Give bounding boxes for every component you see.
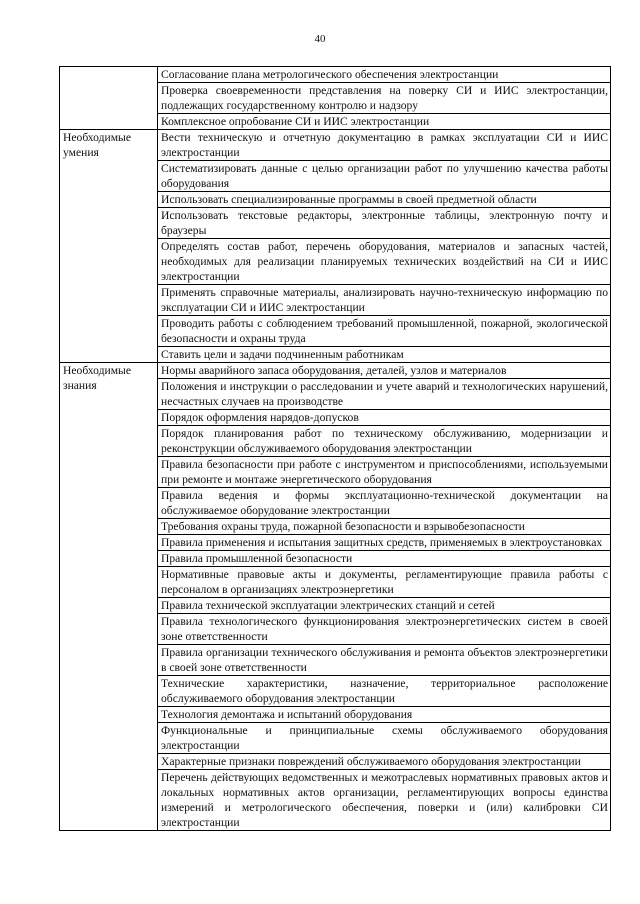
requirement-item: Использовать специализированные программы в своей предметной области bbox=[158, 192, 611, 208]
requirement-item: Правила ведения и формы эксплуатационно-технической документации на обслуживаемое оборудование электростанции bbox=[158, 488, 611, 519]
requirement-item: Правила технологического функционирования электроэнергетических систем в своей зоне ответственности bbox=[158, 614, 611, 645]
section-label: Необходимые умения bbox=[60, 130, 158, 363]
table-row bbox=[60, 130, 611, 161]
requirement-item: Проводить работы с соблюдением требований промышленной, пожарной, экологической безопасности и охраны труда bbox=[158, 316, 611, 347]
table-row bbox=[60, 67, 611, 83]
requirement-item: Требования охраны труда, пожарной безопасности и взрывобезопасности bbox=[158, 519, 611, 535]
requirement-item: Применять справочные материалы, анализировать научно-техническую информацию по эксплуатации СИ и ИИС электростанции bbox=[158, 285, 611, 316]
requirements-table bbox=[59, 66, 611, 831]
requirement-item: Использовать текстовые редакторы, электронные таблицы, электронную почту и браузеры bbox=[158, 208, 611, 239]
requirement-item: Правила технической эксплуатации электрических станций и сетей bbox=[158, 598, 611, 614]
requirement-item: Порядок планирования работ по техническому обслуживанию, модернизации и реконструкции обслуживаемого оборудования электростанции bbox=[158, 426, 611, 457]
page-number: 40 bbox=[314, 33, 326, 45]
requirement-item: Определять состав работ, перечень оборудования, материалов и запасных частей, необходимых для реализации планируемых технических воздействий на СИ и ИИС электростанции bbox=[158, 239, 611, 285]
requirement-item: Правила безопасности при работе с инструментом и приспособлениями, используемыми при ремонте и монтаже энергетического оборудования bbox=[158, 457, 611, 488]
requirement-item: Положения и инструкции о расследовании и учете аварий и технологических нарушений, несчастных случаев на производстве bbox=[158, 379, 611, 410]
section-label bbox=[60, 67, 158, 130]
requirement-item: Вести техническую и отчетную документацию в рамках эксплуатации СИ и ИИС электростанции bbox=[158, 130, 611, 161]
requirement-item: Правила промышленной безопасности bbox=[158, 551, 611, 567]
section-label: Необходимые знания bbox=[60, 363, 158, 831]
requirement-item: Перечень действующих ведомственных и межотраслевых нормативных правовых актов и локальных нормативных актов организации, регламентирующих вопросы единства измерений и метрологического обеспечения, поверки и (или) калибровки СИ электростанции bbox=[158, 770, 611, 831]
requirement-item: Комплексное опробование СИ и ИИС электростанции bbox=[158, 114, 611, 130]
requirement-item: Нормативные правовые акты и документы, регламентирующие правила работы с персоналом в организациях электроэнергетики bbox=[158, 567, 611, 598]
requirement-item: Проверка своевременности представления на поверку СИ и ИИС электростанции, подлежащих государственному контролю и надзору bbox=[158, 83, 611, 114]
requirement-item: Ставить цели и задачи подчиненным работникам bbox=[158, 347, 611, 363]
requirement-item: Согласование плана метрологического обеспечения электростанции bbox=[158, 67, 611, 83]
requirement-item: Технические характеристики, назначение, территориальное расположение обслуживаемого оборудования электростанции bbox=[158, 676, 611, 707]
requirement-item: Характерные признаки повреждений обслуживаемого оборудования электростанции bbox=[158, 754, 611, 770]
requirement-item: Правила организации технического обслуживания и ремонта объектов электроэнергетики в своей зоне ответственности bbox=[158, 645, 611, 676]
table-row bbox=[60, 363, 611, 379]
requirement-item: Функциональные и принципиальные схемы обслуживаемого оборудования электростанции bbox=[158, 723, 611, 754]
requirement-item: Порядок оформления нарядов-допусков bbox=[158, 410, 611, 426]
requirement-item: Технология демонтажа и испытаний оборудования bbox=[158, 707, 611, 723]
requirements-table-body bbox=[60, 67, 611, 831]
requirement-item: Правила применения и испытания защитных средств, применяемых в электроустановках bbox=[158, 535, 611, 551]
requirement-item: Нормы аварийного запаса оборудования, деталей, узлов и материалов bbox=[158, 363, 611, 379]
requirement-item: Систематизировать данные с целью организации работ по улучшению качества работы оборудования bbox=[158, 161, 611, 192]
